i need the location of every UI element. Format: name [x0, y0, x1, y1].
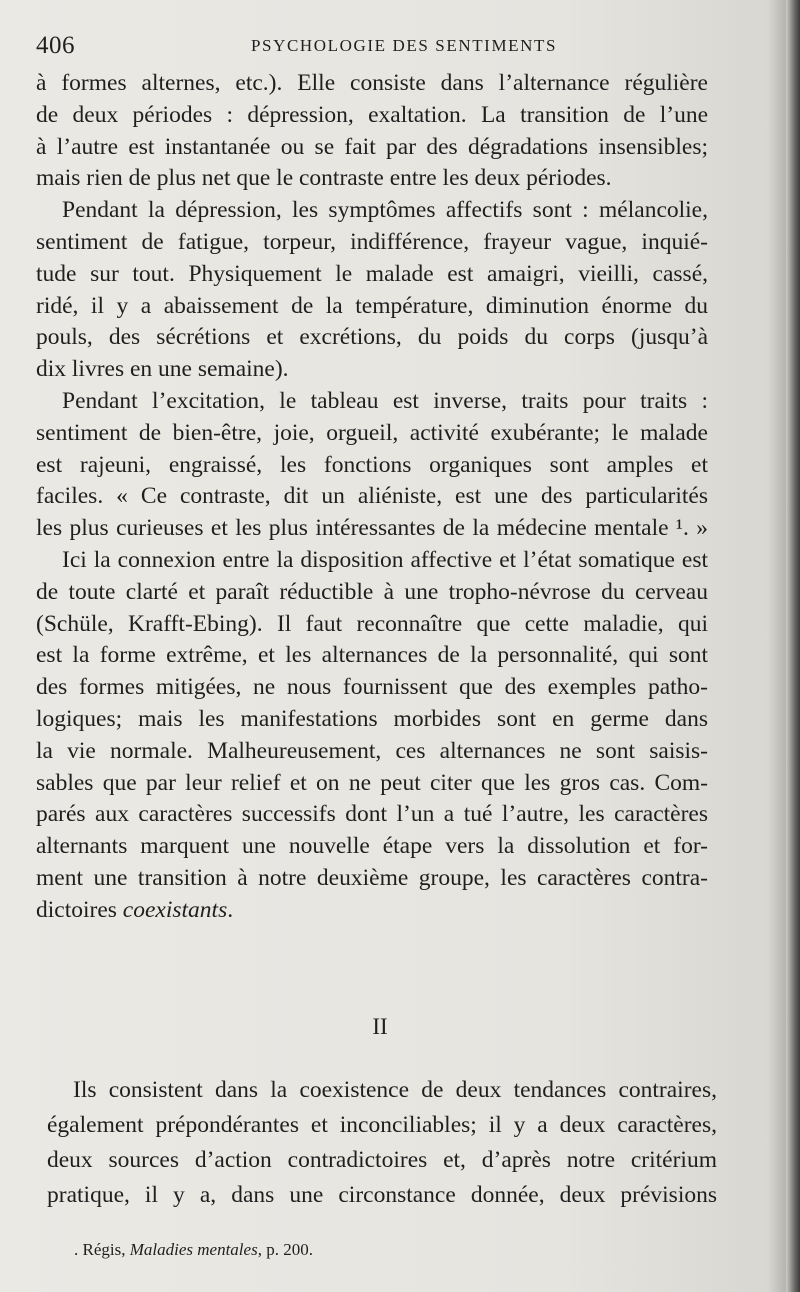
text-line: sentiment de bien-être, joie, orgueil, activité exubérante; le malade: [36, 419, 708, 446]
text-line: également prépondérantes et inconciliables; il y a deux caractères,: [47, 1112, 717, 1138]
body-text: [36, 68, 708, 927]
footnote-text: . Régis,: [74, 1240, 130, 1259]
emphasized-word: coexistants: [122, 896, 228, 923]
text-line: deux sources d’action contradictoires et, d’après notre critérium: [47, 1147, 717, 1173]
text-line: dix livres en une semaine).: [36, 356, 289, 383]
text-line: parés aux caractères successifs dont l’un a tué l’autre, les caractères: [36, 801, 708, 828]
text-line: Pendant l’excitation, le tableau est inverse, traits pour traits :: [62, 387, 708, 414]
text-line: de deux périodes : dépression, exaltation. La transition de l’une: [36, 101, 708, 128]
page-header: [36, 32, 726, 60]
section-heading: II: [372, 1014, 388, 1039]
text-line: alternants marquent une nouvelle étape vers la dissolution et for-: [36, 833, 708, 860]
text-line: est rajeuni, engraissé, les fonctions organiques sont amples et: [36, 451, 708, 478]
page-number: 406: [36, 32, 75, 59]
text-line: ment une transition à notre deuxième groupe, les caractères contra-: [36, 864, 708, 891]
text-line: Ils consistent dans la coexistence de deux tendances contraires,: [73, 1077, 717, 1103]
body-text-section-2: [47, 1073, 717, 1213]
text-line: tude sur tout. Physiquement le malade est amaigri, vieilli, cassé,: [36, 260, 708, 287]
text-line: la vie normale. Malheureusement, ces alternances ne sont saisis-: [36, 737, 708, 764]
text-fragment: .: [227, 896, 234, 923]
text-fragment: dictoires: [36, 896, 123, 923]
text-line: Pendant la dépression, les symptômes affectifs sont : mélancolie,: [62, 197, 708, 224]
footnote-title: Maladies mentales: [129, 1240, 258, 1259]
text-line: à l’autre est instantanée ou se fait par des dégradations insensibles;: [36, 133, 708, 160]
text-line: mais rien de plus net que le contraste entre les deux périodes.: [36, 165, 612, 192]
text-line: des formes mitigées, ne nous fournissent que des exemples patho-: [36, 674, 708, 701]
text-line: sentiment de fatigue, torpeur, indifférence, frayeur vague, inquié-: [36, 228, 708, 255]
text-line: Ici la connexion entre la disposition affective et l’état somatique est: [62, 546, 708, 573]
text-line: est la forme extrême, et les alternances de la personnalité, qui sont: [36, 642, 708, 669]
text-line: sables que par leur relief et on ne peut citer que les gros cas. Com-: [36, 769, 708, 796]
text-line: logiques; mais les manifestations morbides sont en germe dans: [36, 705, 708, 732]
page-edge-shadow: [786, 0, 800, 1292]
footnote-text: , p. 200.: [257, 1240, 313, 1259]
running-head: PSYCHOLOGIE DES SENTIMENTS: [251, 36, 558, 55]
text-line: à formes alternes, etc.). Elle consiste dans l’alternance régulière: [36, 70, 708, 96]
text-line: [36, 895, 708, 927]
text-line: de toute clarté et paraît réductible à une tropho-névrose du cerveau: [36, 578, 708, 605]
text-line: pratique, il y a, dans une circonstance donnée, deux prévisions: [47, 1182, 717, 1208]
footnote: [74, 1240, 313, 1260]
text-line: faciles. « Ce contraste, dit un aliéniste, est une des particularités: [36, 483, 708, 510]
text-line: pouls, des sécrétions et excrétions, du poids du corps (jusqu’à: [36, 324, 708, 351]
text-line: ridé, il y a abaissement de la température, diminution énorme du: [36, 292, 708, 319]
text-line: (Schüle, Krafft-Ebing). Il faut reconnaître que cette maladie, qui: [36, 610, 708, 637]
text-line: les plus curieuses et les plus intéressantes de la médecine mentale ¹. »: [36, 515, 708, 542]
